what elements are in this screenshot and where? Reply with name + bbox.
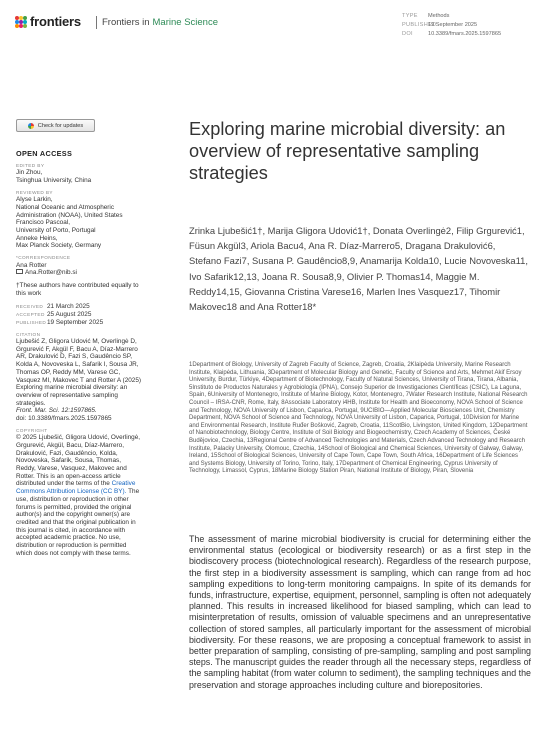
- type-label: TYPE: [402, 13, 418, 19]
- article-meta: [402, 12, 501, 39]
- journal-name[interactable]: [96, 16, 218, 29]
- accepted-date: 25 August 2025: [47, 311, 92, 319]
- reviewer-line: Alyse Larkin,: [16, 196, 53, 204]
- reviewer-line: National Oceanic and Atmospheric: [16, 203, 115, 211]
- accepted-label: ACCEPTED: [16, 312, 45, 318]
- doi-label: DOI: [402, 31, 413, 37]
- crossmark-icon: [28, 123, 34, 129]
- frontiers-logo[interactable]: [15, 14, 81, 29]
- equal-contribution-note: †These authors have contributed equally to this work: [16, 281, 139, 297]
- frontiers-logo-icon: [15, 16, 27, 28]
- dates-block: [16, 303, 142, 326]
- affiliations: 1Department of Biology, University of Zagreb Faculty of Science, Zagreb, Croatia, 2Klaipėda University, Marine Research Institute, Klaipėda, Lithuania, 3Department of Molecular Biology and Genetic, Faculty of Science and Arts, Mehmet Akif Ersoy University, Burdur, Türkiye, 4Department of Biotechnology, Faculty of Natural Sciences, University of Tirana, Tirana, Albania, 5Instituto de Productos Naturales y Agrobiología (IPNA), Consejo Superior de Investigaciones Científicas (CSIC), La Laguna, Spain, 6University of Montenegro, Institute of Marine Biology, Kotor, Montenegro, 7Water Research Institute, National Research Council – IRSA-CNR, Rome, Italy, 8Associate Laboratory i4HB, Institute for Health and Bioeconomy, NOVA School of Science and Technology, NOVA University of Lisbon, Caparica, Portugal, 9UCIBIO—Applied Molecular Biosciences Unit, Chemistry Department, NOVA School of Science and Technology, NOVA University of Lisbon, Caparica, Portugal, 10Division for Marine and Environmental Research, Institute Ruđer Bošković, Zagreb, Croatia, 11ScotBio, Livingston, United Kingdom, 12Department of Nanobiotechnology, Biology Centre, Institute of Soil Biology and Biogeochemistry, Czech Academy of Sciences, České Budějovice, Czechia, 13Regional Centre of Advanced Technologies and Materials, Czech Advanced Technology and Research Institute, Palacky University, Olomouc, Czechia, 14School of Biological and Chemical Sciences, University of Galway, Galway, Ireland, 15School of Biological Sciences, University of Cape Town, Cape Town, South Africa, 16Department of Life Sciences and Systems Biology, University of Torino, Torino, Italy, 17Department of Chemical Engineering, Cyprus University of Technology, Limassol, Cyprus, 18Marine Biology Station Piran, National Institute of Biology, Piran, Slovenia: [189, 362, 528, 475]
- edited-by-label: EDITED BY: [16, 162, 45, 168]
- correspondence-name: Ana Rotter: [16, 261, 47, 269]
- published-value: 19 September 2025: [428, 22, 478, 28]
- published-date: 19 September 2025: [47, 318, 104, 326]
- citation-label: CITATION: [16, 331, 41, 337]
- article-title: Exploring marine microbial diversity: an overview of representative sampling strategies: [189, 119, 506, 183]
- reviewer-line: Anneke Heins,: [16, 234, 58, 242]
- copyright-main: © 2025 Ljubešić, Gligora Udović, Overlingė, Grgurević, Akgül, Bacu, Díaz-Marrero, Drakulović, Fazi, Gaudêncio, Kolda, Novoveska, Safarik, Sousa, Thomas, Reddy, Varese, Vasquez, Makovec and Rotter. This is an open-access article distributed under the terms of the: [16, 434, 141, 488]
- citation-text: Ljubešić Z, Gligora Udović M, Overlingė D, Grgurević F, Akgül F, Bacu A, Díaz-Marrero AR, Drakulović D, Fazi S, Gaudêncio SP, Kolda A, Novoveska L, Safarik I, Sousa JR, Thomas OP, Reddy MM, Varese GC, Vasquez MI, Makovec T and Rotter A (2025) Exploring marine microbial diversity: an overview of representative sampling strategies.: [16, 338, 142, 407]
- correspondence-label: *CORRESPONDENCE: [16, 255, 71, 261]
- correspondence-email[interactable]: Ana.Rotter@nib.si: [25, 269, 77, 277]
- editor-name: Jin Zhou,: [16, 169, 43, 177]
- reviewer-line: Administration (NOAA), United States: [16, 211, 123, 219]
- copyright-text: [16, 434, 142, 557]
- citation-doi[interactable]: doi: 10.3389/fmars.2025.1597865: [16, 415, 112, 423]
- article-sidebar: [16, 150, 142, 557]
- cc-by-license-link[interactable]: Creative Commons Attribution License (CC BY).: [16, 480, 136, 496]
- abstract: The assessment of marine microbial biodiversity is crucial for determining either the environmental status (ecological or biodiversity research) or as a first step in the biodiscovery process (biotechnological research). Regardless of the research purpose, the first step in a biodiversity assessment is sampling, which can range from ad hoc sampling expeditions to long-term monitoring campaigns. In spite of its demands for funds, infrastructure, expertise, equipment, personnel, sampling is often not adequately planned. This results in increased likelihood for biased sampling, which can lead to misinterpretation of results, omission of valuable specimens and an unrepresentative collection of stored samples, all particularly important for the assessment of microbial biodiversity. For these reasons, we are proposing a conceptual framework to assist in better preparation of sampling, consisting of pre-sampling, sampling and post sampling steps. The manuscript guides the reader through all the necessary steps, regardless of the sampling habitat (from water column to sediment), the sampling techniques and the preservation and storage approaches including culture and biorepositories.: [189, 534, 531, 690]
- reviewer-line: Max Planck Society, Germany: [16, 242, 102, 250]
- journal-prefix: Frontiers in: [102, 17, 150, 28]
- reviewer-line: Francisco Pascoal,: [16, 219, 70, 227]
- open-access-heading: OPEN ACCESS: [16, 149, 73, 158]
- header-divider: [96, 16, 97, 29]
- citation-journal: Front. Mar. Sci. 12:1597865.: [16, 407, 97, 415]
- received-label: RECEIVED: [16, 304, 44, 310]
- type-value: Methods: [428, 13, 450, 19]
- reviewer-line: University of Porto, Portugal: [16, 226, 96, 234]
- check-for-updates-label: Check for updates: [37, 122, 84, 129]
- published-label: PUBLISHED: [16, 319, 47, 325]
- envelope-icon: [16, 269, 23, 274]
- author-list: Zrinka Ljubešić1†, Marija Gligora Udović1†, Donata Overlingė2, Filip Grgurević1, Füsun Akgül3, Ariola Bacu4, Ana R. Díaz-Marrero5, Dragana Drakulović6, Stefano Fazi7, Susana P. Gaudêncio8,9, Anamarija Kolda10, Lucie Novoveska11, Ivo Safarik12,13, Joana R. Sousa8,9, Olivier P. Thomas14, Maggie M. Reddy14,15, Giovanna Cristina Varese16, Marlen Ines Vasquez17, Tihomir Makovec18 and Ana Rotter18*: [189, 225, 528, 313]
- reviewed-by-label: REVIEWED BY: [16, 189, 53, 195]
- correspondence-email-row[interactable]: [16, 269, 142, 277]
- copyright-label: COPYRIGHT: [16, 427, 48, 433]
- journal-title: Marine Science: [152, 17, 218, 28]
- doi-value[interactable]: 10.3389/fmars.2025.1597865: [428, 31, 502, 37]
- check-for-updates-button[interactable]: [16, 119, 95, 132]
- editor-affiliation: Tsinghua University, China: [16, 176, 92, 184]
- received-date: 21 March 2025: [47, 303, 90, 311]
- copyright-rest: The use, distribution or reproduction in other forums is permitted, provided the original author(s) and the copyright owner(s) are credited and that the original publication in this journal is cited, in accordance with accepted academic practice. No use, distribution or reproduction is permitted which does not comply with these terms.: [16, 488, 140, 557]
- published-label: PUBLISHED: [402, 22, 437, 28]
- logo-text: frontiers: [30, 14, 81, 29]
